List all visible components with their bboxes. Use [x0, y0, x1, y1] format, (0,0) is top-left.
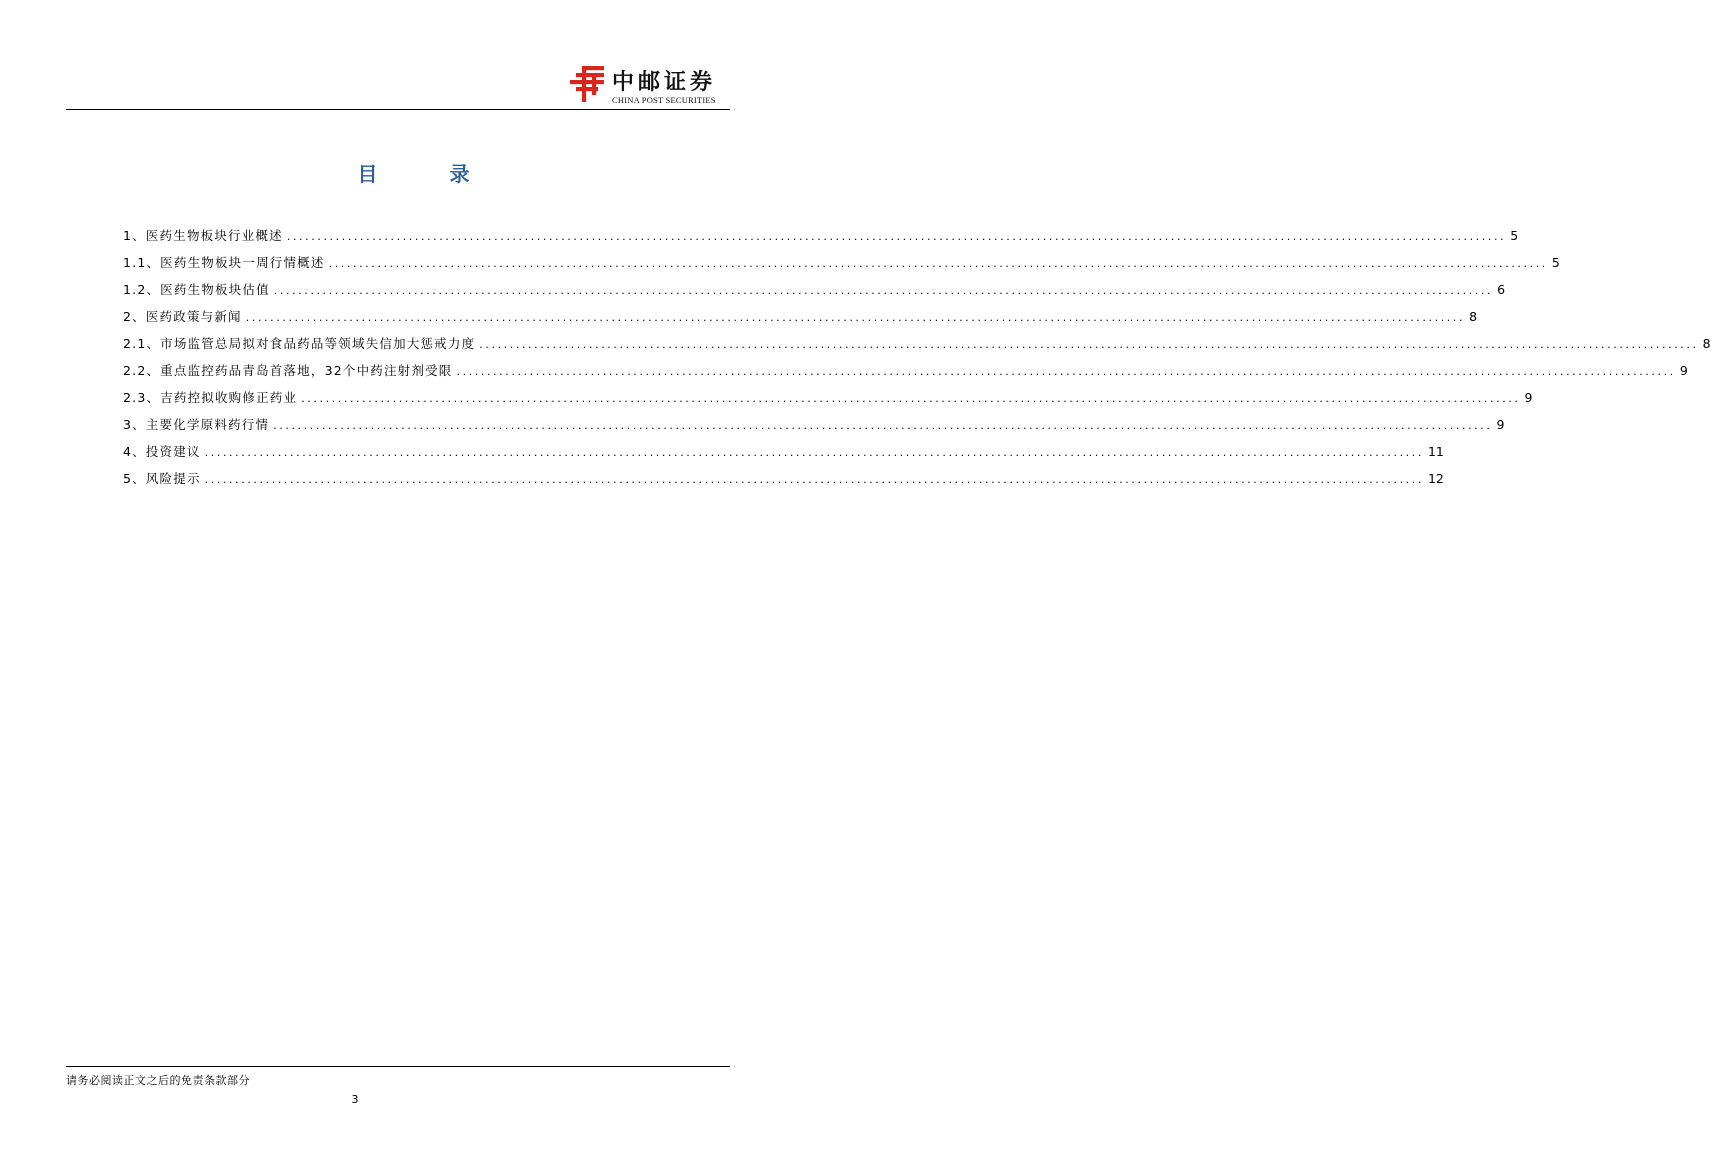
- toc-leader-dots: ........................................................................................................................................................................................................: [273, 419, 1493, 432]
- footer-divider: [66, 1066, 730, 1067]
- toc-entry-label: 2、医药政策与新闻: [123, 309, 242, 324]
- toc-leader-dots: ........................................................................................................................................................................................................: [479, 338, 1699, 351]
- toc-leader-dots: ........................................................................................................................................................................................................: [204, 473, 1424, 486]
- toc-entry-page: 8: [1702, 336, 1711, 351]
- toc-entry[interactable]: [123, 307, 1478, 334]
- toc-entry[interactable]: [123, 361, 1688, 388]
- toc-title-char-1: 目: [357, 162, 378, 186]
- page-header: [66, 58, 730, 112]
- toc-entry[interactable]: [123, 388, 1533, 415]
- toc-entry-page: 9: [1679, 363, 1688, 378]
- toc-entry[interactable]: [123, 334, 1711, 361]
- toc-entry-page: 11: [1427, 444, 1444, 459]
- toc-leader-dots: ........................................................................................................................................................................................................: [245, 311, 1466, 324]
- toc-leader-dots: ........................................................................................................................................................................................................: [456, 365, 1676, 378]
- toc-entry-page: 5: [1551, 255, 1560, 270]
- toc-leader-dots: ........................................................................................................................................................................................................: [204, 446, 1424, 459]
- toc-entry-label: 2.1、市场监管总局拟对食品药品等领域失信加大惩戒力度: [123, 336, 476, 351]
- toc-entry[interactable]: [123, 226, 1519, 253]
- toc-entry[interactable]: [123, 253, 1560, 280]
- china-post-logo-icon: [568, 64, 608, 104]
- toc-entry-label: 2.2、重点监控药品青岛首落地，32个中药注射剂受限: [123, 363, 453, 378]
- toc-entry-label: 5、风险提示: [123, 471, 201, 486]
- toc-title: [0, 158, 827, 187]
- toc-entry-label: 2.3、吉药控拟收购修正药业: [123, 390, 298, 405]
- toc-entry[interactable]: [123, 415, 1505, 442]
- toc-leader-dots: ........................................................................................................................................................................................................: [286, 230, 1507, 243]
- header-divider: [66, 109, 730, 110]
- toc-leader-dots: ........................................................................................................................................................................................................: [328, 257, 1548, 270]
- toc-entry-page: 9: [1524, 390, 1533, 405]
- toc-entry-label: 3、主要化学原料药行情: [123, 417, 270, 432]
- toc-entry-page: 5: [1510, 228, 1519, 243]
- toc-entry[interactable]: [123, 442, 1444, 469]
- toc-entry-page: 12: [1427, 471, 1444, 486]
- toc-entry-label: 4、投资建议: [123, 444, 201, 459]
- toc-entry[interactable]: [123, 469, 1444, 496]
- disclaimer-note: 请务必阅读正文之后的免责条款部分: [66, 1074, 250, 1087]
- table-of-contents: [123, 226, 1711, 496]
- page-number: 3: [351, 1093, 359, 1106]
- logo-english-name: CHINA POST SECURITIES: [612, 95, 716, 105]
- toc-leader-dots: ........................................................................................................................................................................................................: [301, 392, 1521, 405]
- toc-entry-page: 6: [1497, 282, 1506, 297]
- toc-entry[interactable]: [123, 280, 1506, 307]
- toc-title-char-2: 录: [449, 162, 470, 186]
- logo-chinese-name: 中邮证券: [612, 69, 717, 95]
- toc-entry-label: 1.2、医药生物板块估值: [123, 282, 270, 297]
- toc-entry-page: 8: [1469, 309, 1478, 324]
- toc-entry-label: 1.1、医药生物板块一周行情概述: [123, 255, 325, 270]
- company-logo: [568, 64, 724, 108]
- toc-entry-page: 9: [1496, 417, 1505, 432]
- toc-leader-dots: ........................................................................................................................................................................................................: [273, 284, 1494, 297]
- toc-entry-label: 1、医药生物板块行业概述: [123, 228, 283, 243]
